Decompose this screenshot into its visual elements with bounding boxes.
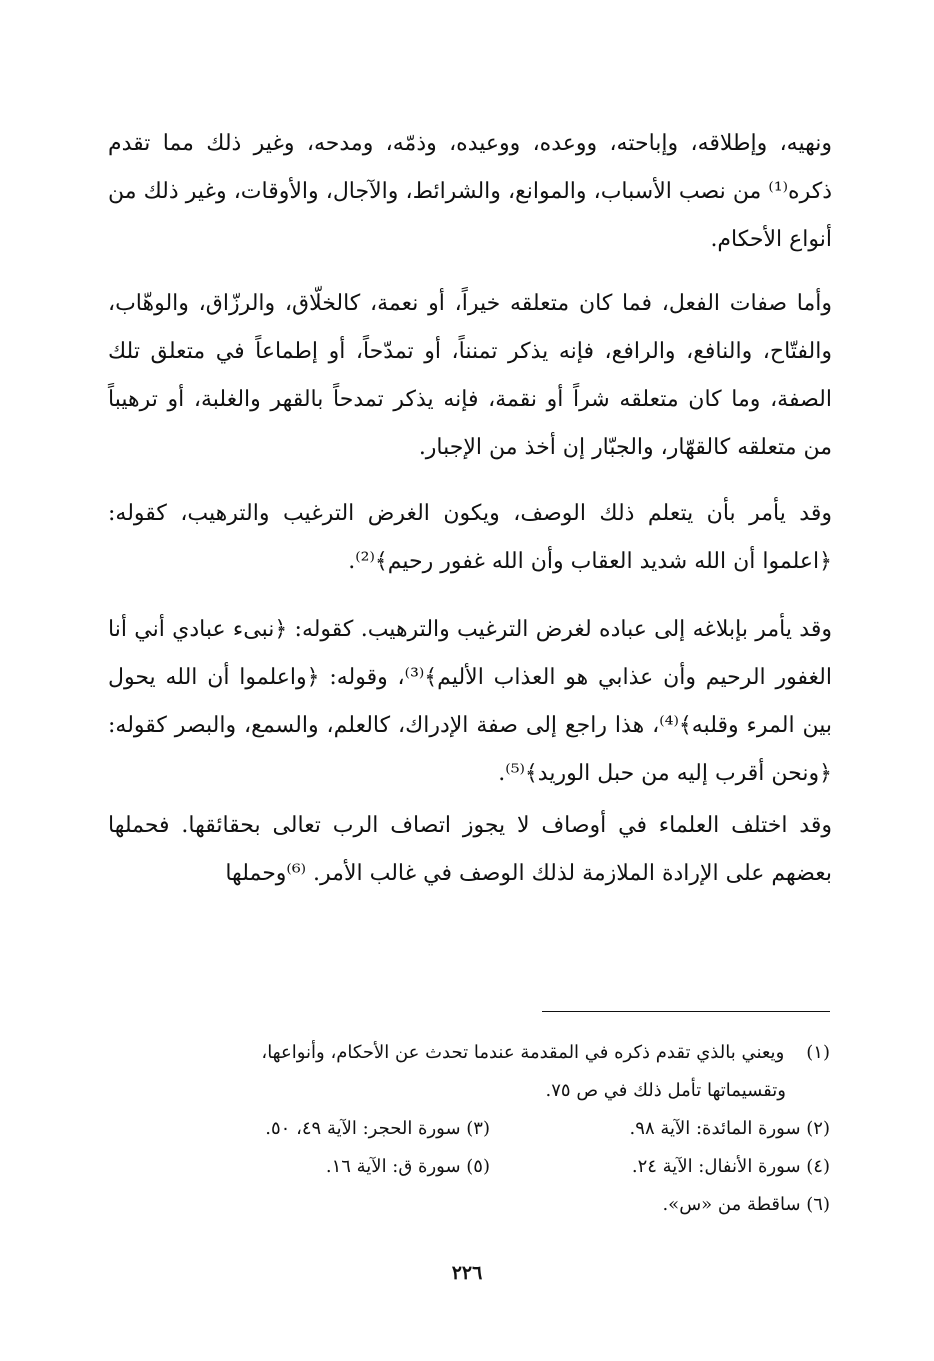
footnote-row-6 <box>140 1186 830 1224</box>
paragraph-5: وقد اختلف العلماء في أوصاف لا يجوز اتصاف الرب تعالى بحقائقها. فحملها بعضهم على الإرادة الملازمة لذلك الوصف في غالب الأمر. ⁽⁶⁾وحملها <box>108 813 832 886</box>
footnote-row-4-5 <box>140 1148 830 1186</box>
footnote-1 <box>140 1034 830 1072</box>
footnote-4: (٤) سورة الأنفال: الآية ٢٤. <box>631 1156 830 1177</box>
footnote-6: (٦) ساقطة من «س». <box>662 1194 830 1215</box>
footnote-5: (٥) سورة ق: الآية ١٦. <box>325 1156 490 1177</box>
footnote-1-continued: وتقسيماتها تأمل ذلك في ص ٧٥. <box>545 1080 786 1101</box>
paragraph-3: وقد يأمر بأن يتعلم ذلك الوصف، ويكون الغرض الترغيب والترهيب، كقوله: ﴿اعلموا أن الله شديد العقاب وأن الله غفور رحيم﴾⁽²⁾. <box>108 501 832 574</box>
footnote-divider <box>542 1011 830 1012</box>
page-number: ٢٢٦ <box>451 1262 483 1284</box>
paragraph-4: وقد يأمر بإبلاغه إلى عباده لغرض الترغيب والترهيب. كقوله: ﴿نبىء عبادي أني أنا الغفور الرحيم وأن عذابي هو العذاب الأليم﴾⁽³⁾، وقوله: ﴿واعلموا أن الله يحول بين المرء وقلبه﴾⁽⁴⁾، هذا راجع إلى صفة الإدراك، كالعلم، والسمع، والبصر كقوله: ﴿ونحن أقرب إليه من حبل الوريد﴾⁽⁵⁾. <box>108 617 833 786</box>
footnote-1-number: (١) <box>806 1042 830 1063</box>
footnote-3: (٣) سورة الحجر: الآية ٤٩، ٥٠. <box>265 1118 490 1139</box>
paragraph-2: وأما صفات الفعل، فما كان متعلقه خيراً، أو نعمة، كالخلّاق، والرزّاق، والوهّاب، والفتّاح، والنافع، والرافع، فإنه يذكر تمنناً، أو تمدّحاً، أو إطماعاً في متعلق تلك الصفة، وما كان متعلقه شراً أو نقمة، فإنه يذكر تمدحاً بالقهر والغلبة، أو ترهيباً من متعلقه كالقهّار، والجبّار إن أخذ من الإجبار. <box>108 291 832 460</box>
footnote-2: (٢) سورة المائدة: الآية ٩٨. <box>629 1118 830 1139</box>
footnote-row-2-3 <box>140 1110 830 1148</box>
main-text <box>108 120 832 898</box>
footnotes <box>140 1034 830 1224</box>
footnote-1-text: ويعني بالذي تقدم ذكره في المقدمة عندما تحدث عن الأحكام، وأنواعها، <box>261 1042 785 1063</box>
paragraph-1: ونهيه، وإطلاقه، وإباحته، ووعده، ووعيده، وذمّه، ومدحه، وغير ذلك مما تقدم ذكره⁽¹⁾ من نصب الأسباب، والموانع، والشرائط، والآجال، والأوقات، وغير ذلك من أنواع الأحكام. <box>108 131 832 252</box>
